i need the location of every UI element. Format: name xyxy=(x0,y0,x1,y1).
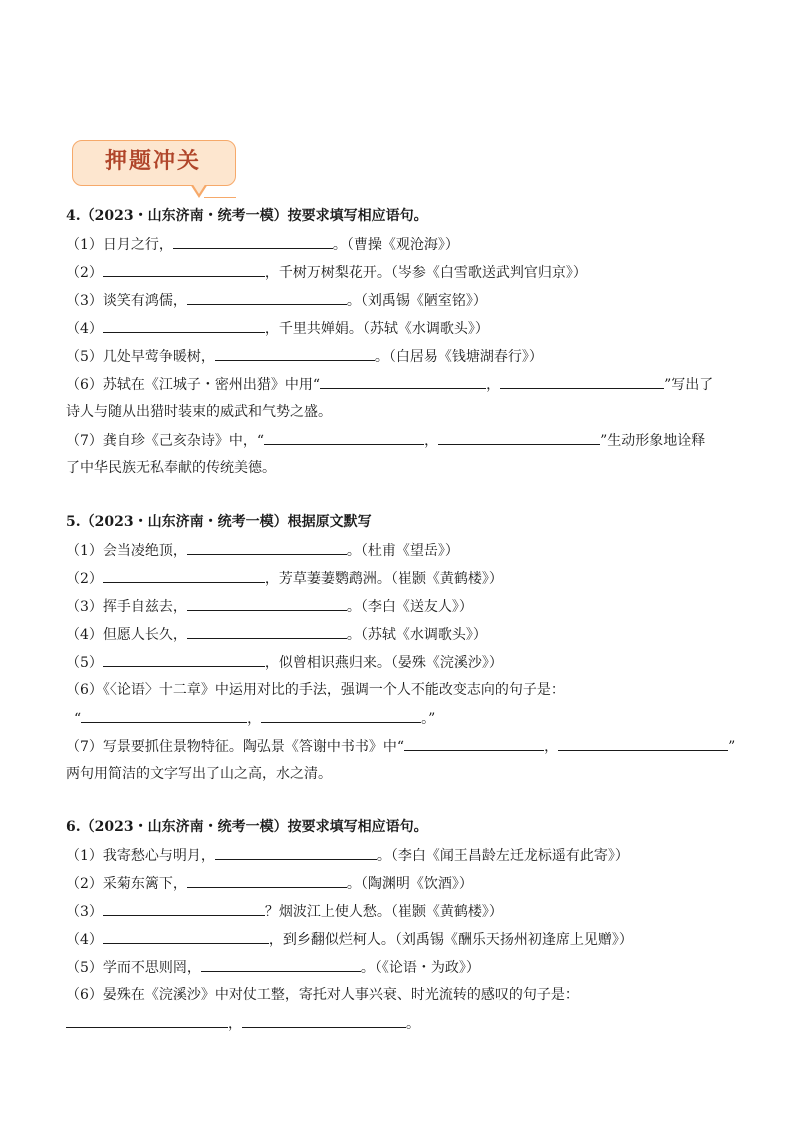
q6-item-4: （4） ，到乡翻似烂柯人。（刘禹锡《酬乐天扬州初逢席上见赠》） xyxy=(66,929,633,950)
answer-blank[interactable] xyxy=(215,845,377,860)
answer-blank[interactable] xyxy=(103,568,265,583)
q6-item-5: （5）学而不思则罔， 。（《论语・为政》） xyxy=(66,957,480,978)
answer-blank[interactable] xyxy=(320,374,486,389)
answer-blank[interactable] xyxy=(187,290,347,305)
answer-blank[interactable] xyxy=(103,262,265,277)
q5-item-7-continuation: 两句用简洁的文字写出了山之高，水之清。 xyxy=(66,766,332,782)
q4-item-3: （3）谈笑有鸿儒， 。（刘禹锡《陋室铭》） xyxy=(66,290,487,311)
q4-item-1: （1）日月之行， 。（曹操《观沧海》） xyxy=(66,234,459,255)
q4-item-6: （6）苏轼在《江城子・密州出猎》中用“ ， ”写出了 xyxy=(66,374,713,395)
answer-blank[interactable] xyxy=(103,652,265,667)
q6-item-1: （1）我寄愁心与明月， 。（李白《闻王昌龄左迁龙标遥有此寄》） xyxy=(66,845,629,866)
question-5-heading: 5.（2023・山东济南・统考一模）根据原文默写 xyxy=(66,514,372,530)
q5-item-1: （1）会当凌绝顶， 。（杜甫《望岳》） xyxy=(66,540,459,561)
answer-blank[interactable] xyxy=(558,736,728,751)
answer-blank[interactable] xyxy=(103,318,265,333)
q6-item-6-answer: ， 。 xyxy=(66,1013,420,1034)
answer-blank[interactable] xyxy=(173,234,333,249)
answer-blank[interactable] xyxy=(242,1013,406,1028)
q4-item-6-continuation: 诗人与随从出猎时装束的威武和气势之盛。 xyxy=(66,404,332,420)
q5-item-7: （7）写景要抓住景物特征。陶弘景《答谢中书书》中“ ， ” xyxy=(66,736,735,757)
answer-blank[interactable] xyxy=(215,346,375,361)
answer-blank[interactable] xyxy=(66,1013,228,1028)
banner-title: 押题冲关 xyxy=(104,149,201,174)
q5-item-6: （6）《〈论语〉十二章》中运用对比的手法，强调一个人不能改变志向的句子是： xyxy=(66,682,565,698)
answer-blank[interactable] xyxy=(187,624,347,639)
answer-blank[interactable] xyxy=(187,596,347,611)
answer-blank[interactable] xyxy=(187,540,347,555)
q6-item-2: （2）采菊东篱下， 。（陶渊明《饮酒》） xyxy=(66,873,473,894)
answer-blank[interactable] xyxy=(438,430,600,445)
q6-item-3: （3） ？烟波江上使人愁。（崔颢《黄鹤楼》） xyxy=(66,901,503,922)
q5-item-5: （5） ，似曾相识燕归来。（晏殊《浣溪沙》） xyxy=(66,652,503,673)
answer-blank[interactable] xyxy=(201,957,361,972)
answer-blank[interactable] xyxy=(103,929,269,944)
q4-item-2: （2） ，千树万树梨花开。（岑参《白雪歌送武判官归京》） xyxy=(66,262,587,283)
q5-item-6-answer: “ ， 。” xyxy=(74,708,435,729)
q4-item-7-continuation: 了中华民族无私奉献的传统美德。 xyxy=(66,460,276,476)
answer-blank[interactable] xyxy=(404,736,544,751)
q6-item-6: （6）晏殊在《浣溪沙》中对仗工整，寄托对人事兴衰、时光流转的感叹的句子是： xyxy=(66,987,579,1003)
q5-item-4: （4）但愿人长久， 。（苏轼《水调歌头》） xyxy=(66,624,487,645)
answer-blank[interactable] xyxy=(261,708,421,723)
answer-blank[interactable] xyxy=(264,430,424,445)
q5-item-3: （3）挥手自兹去， 。（李白《送友人》） xyxy=(66,596,473,617)
q5-item-2: （2） ，芳草萋萋鹦鹉洲。（崔颢《黄鹤楼》） xyxy=(66,568,503,589)
answer-blank[interactable] xyxy=(81,708,247,723)
question-6-heading: 6.（2023・山东济南・统考一模）按要求填写相应语句。 xyxy=(66,819,428,835)
question-4-heading: 4.（2023・山东济南・统考一模）按要求填写相应语句。 xyxy=(66,208,428,224)
answer-blank[interactable] xyxy=(500,374,664,389)
answer-blank[interactable] xyxy=(187,873,347,888)
q4-item-5: （5）几处早莺争暖树， 。（白居易《钱塘湖春行》） xyxy=(66,346,543,367)
section-banner xyxy=(72,140,236,202)
q4-item-4: （4） ，千里共婵娟。（苏轼《水调歌头》） xyxy=(66,318,489,339)
answer-blank[interactable] xyxy=(103,901,265,916)
q4-item-7: （7）龚自珍《己亥杂诗》中，“ ， ”生动形象地诠释 xyxy=(66,430,705,451)
